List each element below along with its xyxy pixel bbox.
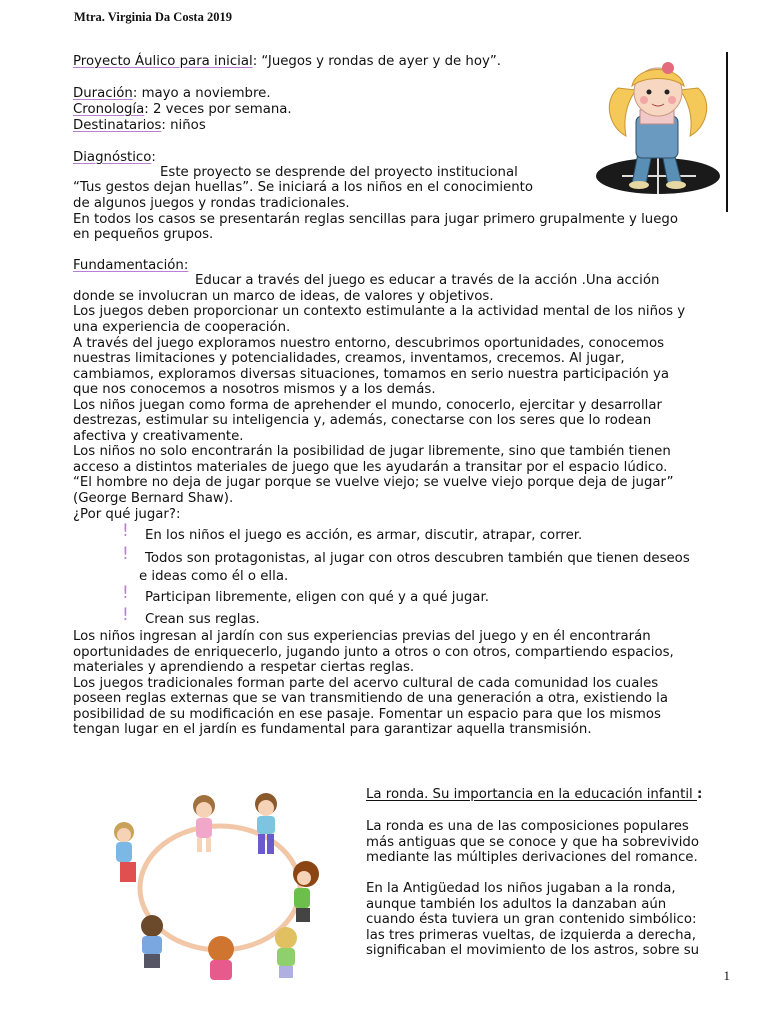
bullet-mark-3: ! — [122, 583, 129, 603]
fund-line-5: A través del juego exploramos nuestro entorno, descubrimos oportunidades, conocemos — [73, 336, 665, 351]
project-label: Proyecto Áulico para inicial — [73, 54, 253, 69]
fund-line-16: ¿Por qué jugar?: — [73, 507, 181, 522]
diagnostico-label: Diagnóstico — [73, 150, 152, 165]
fund-line-2: donde se involucran un marco de ideas, de valores y objetivos. — [73, 289, 494, 304]
after-line-3: materiales y aprendiendo a respetar ciertas reglas. — [73, 660, 415, 675]
bullet-mark-2: ! — [122, 544, 129, 564]
diagnostico-colon: : — [151, 150, 156, 165]
child-figures — [114, 793, 319, 980]
destinatarios-value: : niños — [161, 118, 206, 133]
ronda-p1-line-3: mediante las múltiples derivaciones del romance. — [366, 850, 698, 865]
ronda-p2-line-5: significaban el movimiento de los astros, sobre su — [366, 943, 700, 958]
fund-line-3: Los juegos deben proporcionar un contexto estimulante a la actividad mental de los niños y — [73, 304, 686, 319]
diagnostico-line-3: de algunos juegos y rondas tradicionales. — [73, 196, 350, 211]
duracion-value: : mayo a noviembre. — [132, 86, 271, 101]
bullet-2-line-1: Todos son protagonistas, al jugar con otros descubren también que tienen deseos — [145, 551, 690, 566]
page-number: 1 — [723, 968, 730, 984]
cronologia-value: : 2 veces por semana. — [144, 102, 292, 117]
margin-rule — [726, 52, 728, 212]
after-line-6: posibilidad de su modificación en ese pasaje. Fomentar un espacio para que los mismos — [73, 707, 661, 722]
bullet-3: Participan libremente, eligen con qué y a qué jugar. — [145, 590, 489, 605]
diagnostico-line-4: En todos los casos se presentarán reglas sencillas para jugar primero grupalmente y luego — [73, 212, 678, 227]
cronologia-label: Cronología — [73, 102, 145, 117]
project-title: : “Juegos y rondas de ayer y de hoy”. — [252, 54, 501, 69]
fund-line-9: Los niños juegan como forma de aprehender el mundo, conocerlo, ejercitar y desarrollar — [73, 398, 662, 413]
ronda-p2-line-1: En la Antigüedad los niños jugaban a la ronda, — [366, 881, 676, 896]
fund-line-11: afectiva y creativamente. — [73, 429, 244, 444]
fund-line-12: Los niños no solo encontrarán la posibilidad de jugar libremente, sino que también tienen — [73, 444, 671, 459]
fund-line-10: destrezas, estimular su inteligencia y, además, conectarse con los seres que lo rodean — [73, 413, 652, 428]
fund-line-8: que nos conocemos a nosotros mismos y a los demás. — [73, 382, 436, 397]
bullet-1: En los niños el juego es acción, es armar, discutir, atrapar, correr. — [145, 528, 583, 543]
destinatarios-label: Destinatarios — [73, 118, 162, 133]
ronda-p1-line-1: La ronda es una de las composiciones populares — [366, 819, 689, 834]
bullet-mark-1: ! — [122, 521, 129, 541]
ronda-title: La ronda. Su importancia en la educación infantil — [366, 787, 697, 802]
diagnostico-line-5: en pequeños grupos. — [73, 227, 214, 242]
after-line-7: tengan lugar en el jardín es fundamental para garantizar aquella transmisión. — [73, 722, 592, 737]
after-line-4: Los juegos tradicionales forman parte del acervo cultural de cada comunidad los cuales — [73, 676, 659, 691]
after-line-5: poseen reglas externas que se van transmitiendo de una generación a otra, existiendo la — [73, 691, 669, 706]
fund-line-6: nuestras limitaciones y potencialidades, creamos, inventamos, crecemos. Al jugar, — [73, 351, 625, 366]
fund-line-15: (George Bernard Shaw). — [73, 491, 234, 506]
ronda-p2-line-2: aunque también los adultos la danzaban aún — [366, 897, 667, 912]
bullet-2-line-2: e ideas como él o ella. — [139, 569, 289, 584]
after-line-1: Los niños ingresan al jardín con sus experiencias previas del juego y en él encontrarán — [73, 629, 651, 644]
fund-line-13: acceso a distintos materiales de juego que les ayudarán a transitar por el espacio lúdico. — [73, 460, 668, 475]
ronda-p1-line-2: más antiguas que se conoce y que ha sobrevivido — [366, 835, 699, 850]
diagnostico-line-2: “Tus gestos dejan huellas”. Se iniciará a los niños en el conocimiento — [73, 180, 533, 195]
document-header: Mtra. Virginia Da Costa 2019 — [74, 10, 232, 24]
fund-line-4: una experiencia de cooperación. — [73, 320, 291, 335]
girl-hopscotch-illustration — [592, 58, 724, 208]
diagnostico-line-1: Este proyecto se desprende del proyecto institucional — [160, 165, 518, 180]
fund-line-14: “El hombre no deja de jugar porque se vuelve viejo; se vuelve viejo porque deja de jugar” — [73, 475, 674, 490]
duracion-label: Duración — [73, 86, 133, 101]
bullet-mark-4: ! — [122, 605, 129, 625]
ronda-title-colon: : — [696, 787, 703, 802]
fund-line-1: Educar a través del juego es educar a través de la acción .Una acción — [195, 273, 660, 288]
fundamentacion-label: Fundamentación: — [73, 258, 189, 273]
fund-line-7: cambiamos, exploramos diversas situaciones, tomamos en serio nuestra participación ya — [73, 367, 670, 382]
ronda-p2-line-4: las tres primeras vueltas, de izquierda a derecha, — [366, 928, 696, 943]
ronda-p2-line-3: cuando ésta tuviera un gran contenido simbólico: — [366, 912, 697, 927]
bullet-4: Crean sus reglas. — [145, 612, 260, 627]
children-ronda-illustration — [104, 786, 336, 986]
after-line-2: oportunidades de enriquecerlo, jugando junto a otros o con otros, compartiendo espacios, — [73, 645, 674, 660]
